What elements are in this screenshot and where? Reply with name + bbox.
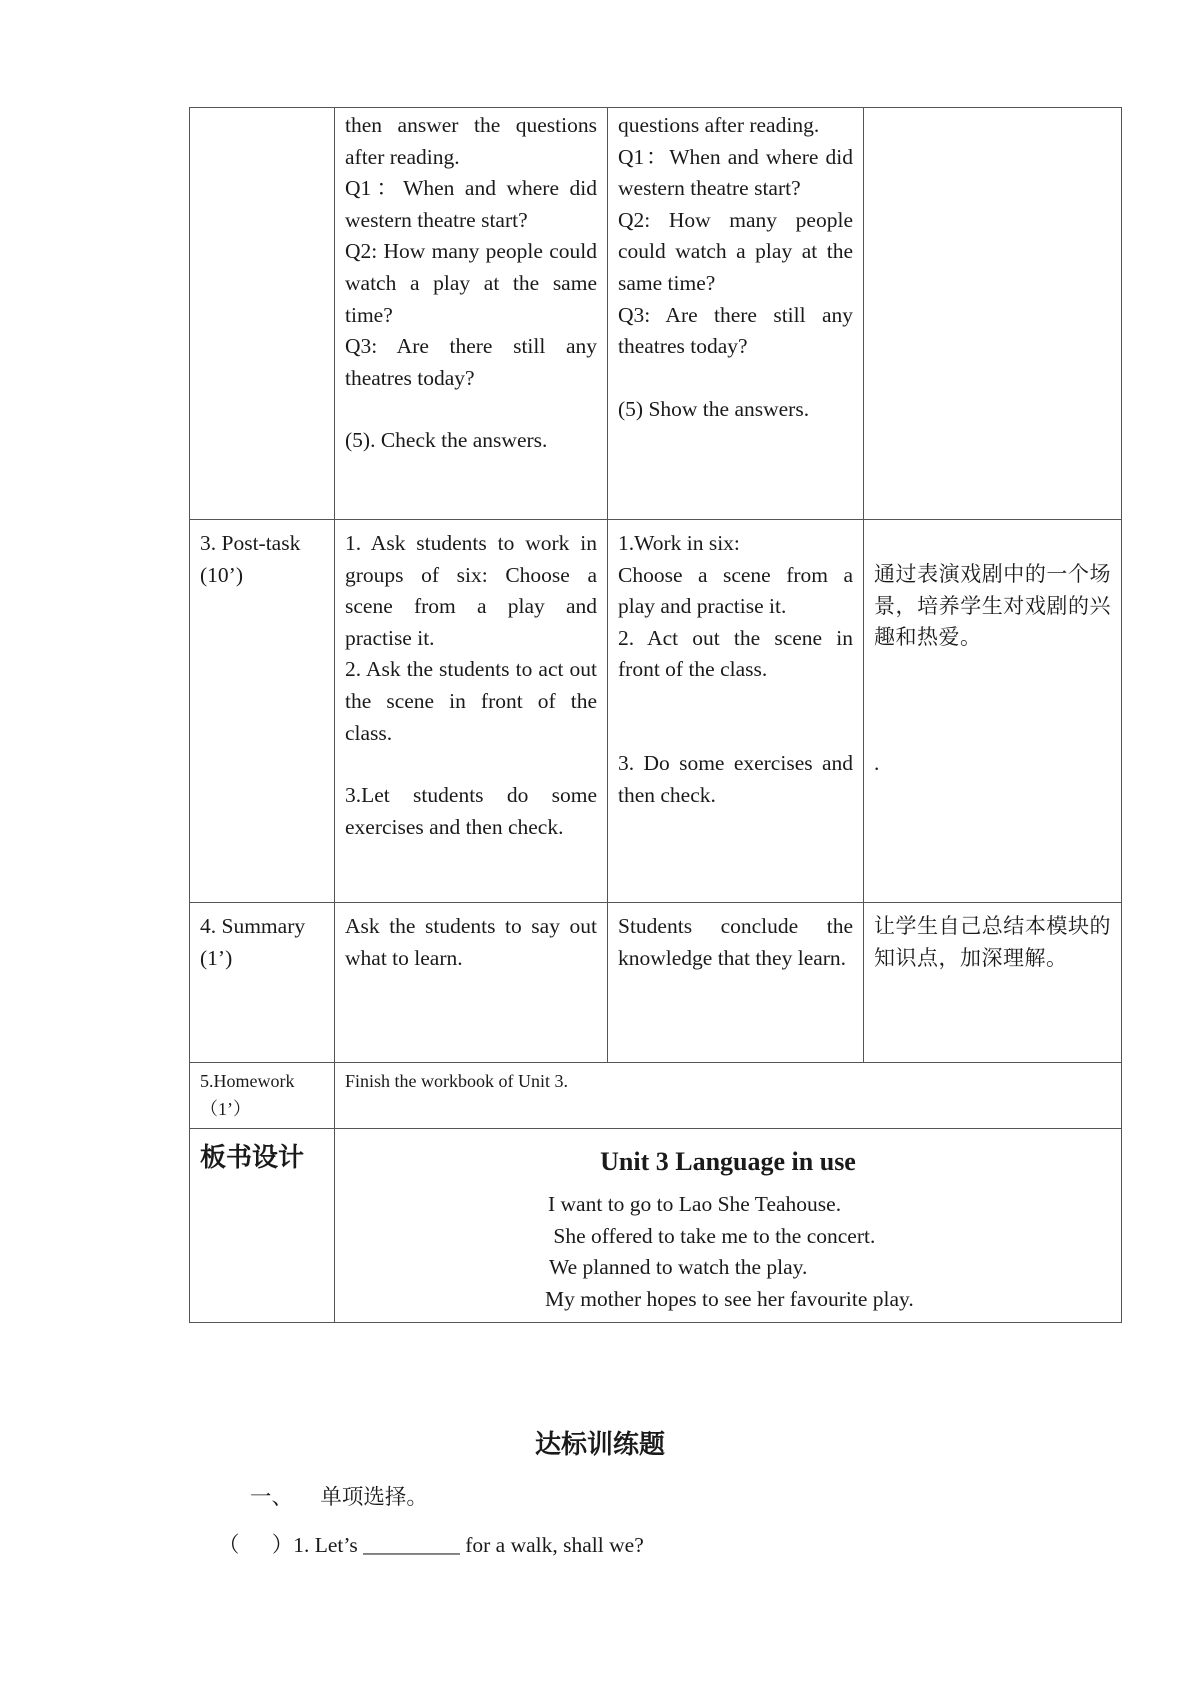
text-line: 2. Act out the scene in front of the class. [618,625,853,682]
exercises-title: 达标训练题 [534,1430,665,1460]
table-row-homework [190,1063,1122,1129]
text-line: Q2: How many people could watch a play at the same time? [345,239,597,327]
text-line: 2. Ask the students to act out the scene in front of the class. [345,657,597,745]
board-line: She offered to take me to the concert. [548,1223,876,1248]
board-heading: Unit 3 Language in use [600,1147,856,1176]
text-line: 3.Let students do some exercises and then check. [345,783,597,839]
board-design-content [335,1129,1122,1323]
teacher-activity-cell [335,520,608,903]
text-line: 1.Work in six: [618,531,740,555]
table-row-continuation [190,108,1122,520]
homework-time: （1’） [200,1099,251,1119]
table-row-board-design [190,1129,1122,1323]
spacer [618,717,853,748]
stage-cell [190,1063,335,1129]
text-line: (5) Show the answers. [618,396,810,421]
question-1: （ ）1. Let’s _________ for a walk, shall we? [218,1533,644,1557]
table-row-summary [190,903,1122,1063]
purpose-text: 通过表演戏剧中的一个场景，培养学生对戏剧的兴趣和热爱。 [874,562,1111,650]
text-line: 1. Ask students to work in groups of six: Choose a scene from a play and practise it. [345,531,597,650]
text-line: Choose a scene from a play and practise it. [618,562,853,619]
student-activity-cell [608,108,864,520]
text-line: Q1：When and where did western theatre start? [618,144,853,201]
spacer [618,686,853,717]
table-row-post-task [190,520,1122,903]
section-heading: 一、 单项选择。 [250,1485,428,1510]
homework-content-cell: Finish the workbook of Unit 3. [335,1063,1122,1129]
student-activity-cell: Students conclude the knowledge that they learn. [608,903,864,1063]
stage-cell: 3. Post-task (10’) [190,520,335,903]
student-activity-cell [608,520,864,903]
spacer [874,654,1111,748]
board-line: We planned to watch the play. [549,1255,808,1280]
purpose-cell [864,520,1122,903]
spacer [345,749,597,780]
text-line: (5). Check the answers. [345,428,548,453]
spacer [345,394,597,425]
board-line: I want to go to Lao She Teahouse. [548,1192,842,1216]
spacer [618,363,853,394]
spacer [874,528,1111,559]
text-line: Q2: How many people could watch a play at the same time? [618,207,853,295]
homework-label: 5.Homework [200,1071,295,1091]
stage-cell: 4. Summary (1’) [190,903,335,1063]
text-line: then answer the questions after reading. [345,113,597,169]
text-line: Q1：When and where did western theatre start? [345,176,597,232]
board-design-label: 板书设计 [190,1129,335,1323]
purpose-dot: . [874,750,880,775]
purpose-cell [864,108,1122,520]
purpose-cell: 让学生自己总结本模块的知识点，加深理解。 [864,903,1122,1063]
teacher-activity-cell [335,108,608,520]
board-sentences [545,1189,1111,1315]
teacher-activity-cell: Ask the students to say out what to learn. [335,903,608,1063]
stage-cell [190,108,335,520]
text-line: 3. Do some exercises and then check. [618,750,853,807]
text-line: Q3: Are there still any theatres today? [345,334,597,390]
board-line: My mother hopes to see her favourite play. [545,1286,914,1311]
text-line: Q3: Are there still any theatres today? [618,302,853,359]
lesson-plan-table [189,107,1122,1323]
text-line: questions after reading. [618,113,820,137]
